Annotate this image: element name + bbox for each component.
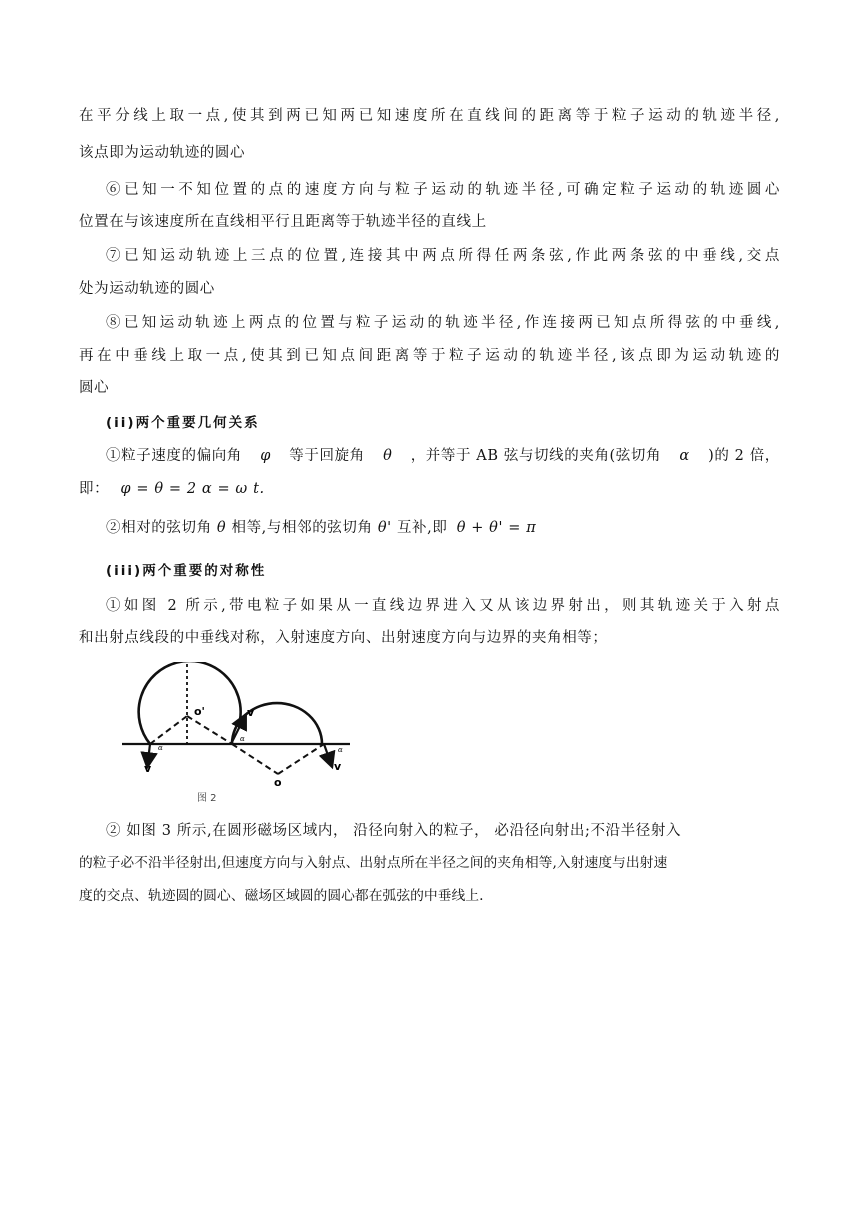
paragraph-line: 的粒子必不沿半径射出,但速度方向与入射点、出射点所在半径之间的夹角相等,入射速度与出射速	[79, 855, 668, 871]
symbol-alpha: α	[679, 448, 690, 464]
section-ii-item1-line1	[106, 446, 780, 466]
symbol-theta: θ	[216, 520, 227, 536]
text-run: 互补,即	[396, 520, 448, 536]
section-heading: (ii)两个重要几何关系	[106, 415, 260, 431]
text-run: 等于回旋角	[289, 448, 365, 464]
trajectory-arc-large	[139, 662, 241, 744]
formula: θ + θ' = π	[456, 520, 537, 536]
paragraph-line: 该点即为运动轨迹的圆心	[79, 145, 246, 161]
paragraph-line: 在平分线上取一点,使其到两已知两已知速度所在直线间的距离等于粒子运动的轨迹半径,	[79, 108, 780, 124]
text-run: 即：	[79, 481, 110, 497]
text-run: ①粒子速度的偏向角	[106, 448, 242, 464]
label-v: v	[334, 760, 342, 773]
text-run: ② 如图 3 所示,在圆形磁场区域内， 沿径向射入的粒子， 必沿径向射出;不沿半径射入	[106, 823, 682, 839]
label-alpha: α	[338, 746, 343, 754]
label-v: v	[144, 762, 152, 775]
text-run: 相等,与相邻的弦切角	[231, 520, 373, 536]
text-run: )的 2 倍，	[708, 448, 780, 464]
paragraph-line: 圆心	[79, 380, 110, 396]
label-o-prime: o'	[194, 705, 205, 718]
trajectory-figure	[118, 662, 358, 792]
symbol-theta: θ	[383, 448, 393, 464]
label-o: o	[274, 776, 282, 789]
figure-caption: 图 2	[197, 793, 217, 804]
section-heading: (iii)两个重要的对称性	[106, 563, 267, 579]
formula: φ = θ = 2 α = ω t.	[120, 481, 265, 497]
radius-line	[150, 716, 187, 744]
velocity-arrow-incident	[148, 744, 150, 761]
paragraph-line: 处为运动轨迹的圆心	[79, 281, 215, 297]
trajectory-arc-small	[232, 703, 322, 744]
label-alpha: α	[158, 744, 163, 752]
label-v: v	[247, 706, 255, 719]
velocity-arrow-exit	[324, 744, 330, 761]
paragraph-line: ①如图 2 所示,带电粒子如果从一直线边界进入又从该边界射出，则其轨迹关于入射点	[106, 598, 780, 614]
paragraph-line	[106, 821, 780, 841]
paragraph-line: 度的交点、轨迹圆的圆心、磁场区域圆的圆心都在弧弦的中垂线上.	[79, 888, 484, 904]
text-run: ②相对的弦切角	[106, 520, 212, 536]
radius-line	[187, 716, 232, 744]
text-run: ，并等于 AB 弦与切线的夹角(弦切角	[410, 448, 662, 464]
radius-line	[278, 744, 324, 774]
section-ii-item2	[106, 518, 536, 538]
paragraph-line: ⑦已知运动轨迹上三点的位置,连接其中两点所得任两条弦,作此两条弦的中垂线,交点	[106, 248, 780, 264]
paragraph-line: 和出射点线段的中垂线对称，入射速度方向、出射速度方向与边界的夹角相等；	[79, 630, 608, 646]
radius-line	[232, 744, 278, 774]
symbol-theta-prime: θ'	[377, 520, 392, 536]
symbol-phi: φ	[260, 448, 271, 464]
paragraph-line: 位置在与该速度所在直线相平行且距离等于轨迹半径的直线上	[79, 214, 487, 230]
formula-line	[79, 479, 265, 499]
paragraph-line: ⑥已知一不知位置的点的速度方向与粒子运动的轨迹半径,可确定粒子运动的轨迹圆心	[106, 182, 780, 198]
label-alpha: α	[240, 735, 245, 743]
paragraph-line: ⑧已知运动轨迹上两点的位置与粒子运动的轨迹半径,作连接两已知点所得弦的中垂线,	[106, 315, 780, 331]
paragraph-line: 再在中垂线上取一点,使其到已知点间距离等于粒子运动的轨迹半径,该点即为运动轨迹的	[79, 348, 780, 364]
